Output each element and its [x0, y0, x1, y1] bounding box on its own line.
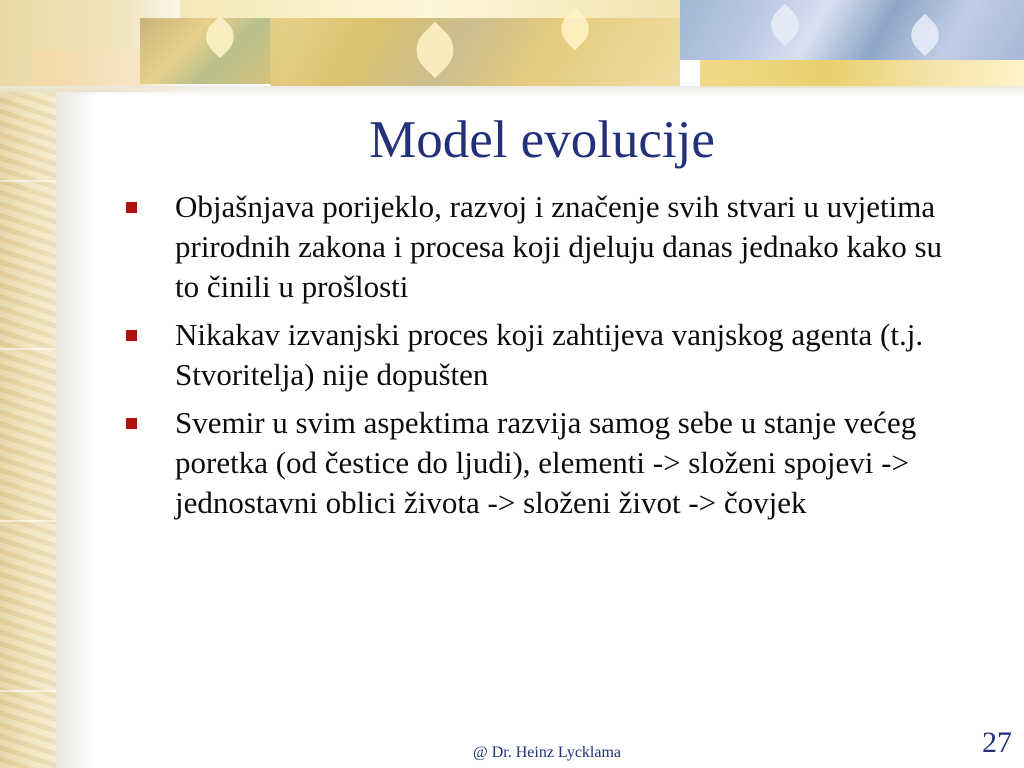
- list-item: [120, 315, 960, 395]
- square-bullet-icon: [126, 330, 137, 341]
- slide-title-text: Model evolucije: [369, 111, 715, 169]
- bullet-list: [120, 187, 960, 531]
- slide-title: [0, 108, 1024, 172]
- footer: [0, 744, 1024, 762]
- square-bullet-icon: [126, 202, 137, 213]
- square-bullet-icon: [126, 418, 137, 429]
- bullet-text: Nikakav izvanjski proces koji zahtijeva vanjskog agenta (t.j. Stvoritelja) nije dopušten: [175, 317, 924, 392]
- bullet-text: Svemir u svim aspektima razvija samog sebe u stanje većeg poretka (od čestice do ljudi), elementi -> složeni spojevi -> jednostavni oblici života -> složeni život -> čovjek: [175, 405, 917, 520]
- footer-text: @ Dr. Heinz Lycklama: [472, 744, 622, 761]
- bullet-text: Objašnjava porijeklo, razvoj i značenje svih stvari u uvjetima prirodnih zakona i procesa koji djeluju danas jednako kako su to činili u prošlosti: [175, 189, 943, 304]
- page-number: 27: [982, 726, 1012, 759]
- list-item: [120, 403, 960, 523]
- list-item: [120, 187, 960, 307]
- top-decor-banner: [0, 0, 1024, 92]
